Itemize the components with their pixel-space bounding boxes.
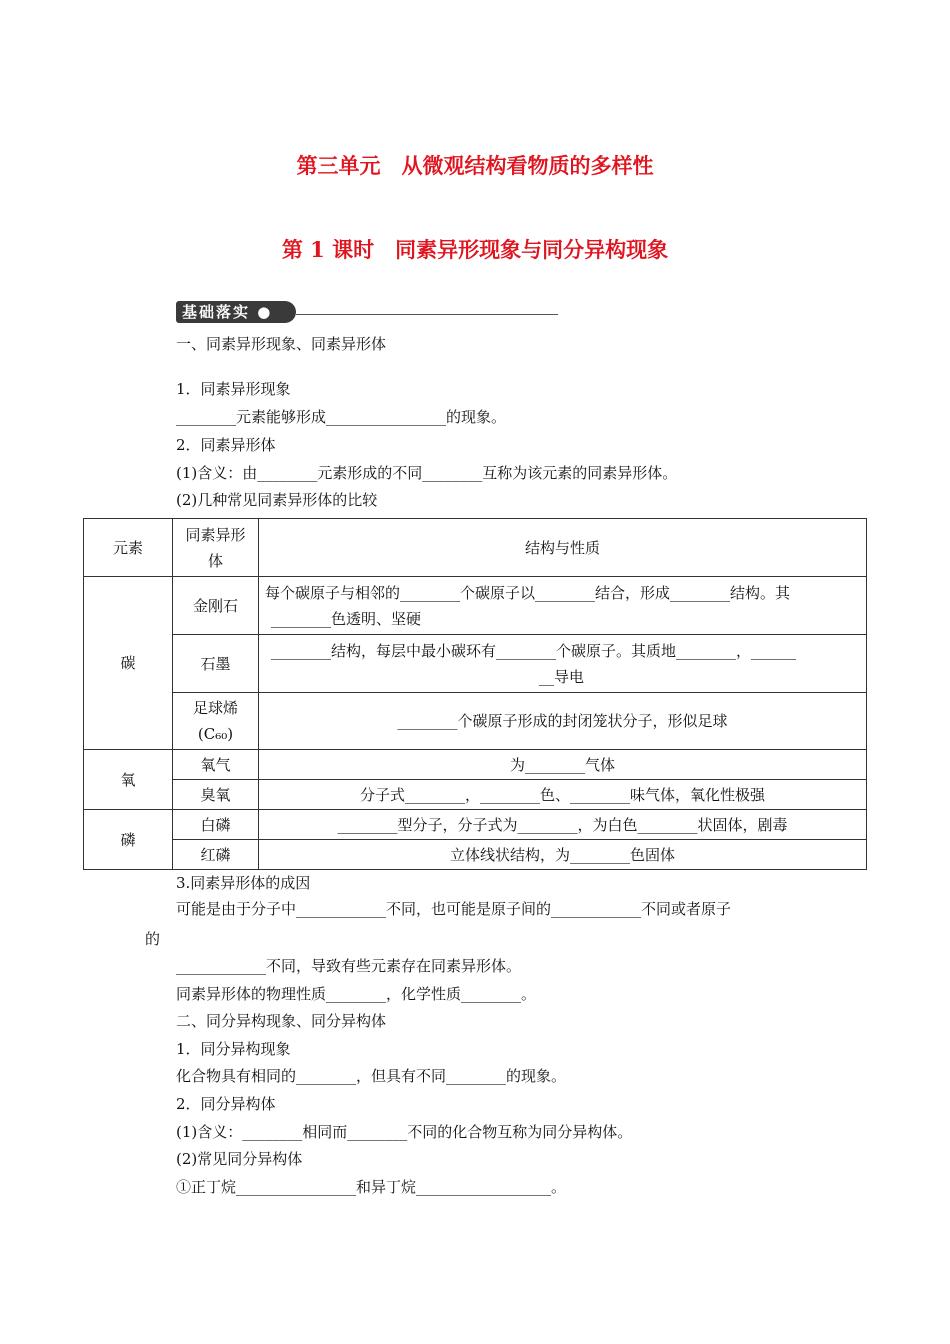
diamond-desc-line1: 每个碳原子与相邻的________个碳原子以________结合，形成________结构。其: [265, 583, 791, 602]
graphite-desc-line2: __导电: [539, 667, 585, 686]
header-allotrope: 同素异形体: [173, 519, 259, 577]
section1-sub3: 3.同素异形体的成因: [176, 874, 311, 892]
graphite-desc-line1: ________结构，每层中最小碳环有________个碳原子。其质地________，______: [271, 641, 797, 660]
allotrope-white-p: 白磷: [173, 810, 259, 840]
element-phosphorus: 磷: [84, 810, 173, 870]
red-p-desc: 立体线状结构，为________色固体: [259, 840, 867, 870]
allotrope-red-p: 红磷: [173, 840, 259, 870]
graphite-desc: [259, 635, 867, 693]
cause-line1-tail: 的: [145, 930, 161, 948]
o3-desc: 分子式________，________色、________味气体，氧化性极强: [259, 780, 867, 810]
section1-line2: (1)含义：由________元素形成的不同________互称为该元素的同素异形体。: [176, 464, 678, 482]
o2-desc: 为________气体: [259, 750, 867, 780]
element-oxygen: 氧: [84, 750, 173, 810]
lesson-title: 第 1 课时 同素异形现象与同分异构现象: [281, 237, 669, 262]
allotrope-table: [83, 518, 867, 870]
allotrope-o3: 臭氧: [173, 780, 259, 810]
section-badge: 基础落实 ●: [176, 301, 296, 323]
allotrope-c60: 足球烯(C₆₀): [173, 693, 259, 750]
badge-divider: [296, 314, 558, 315]
section2-line4: ①正丁烷________________和异丁烷__________________。: [176, 1178, 567, 1196]
allotrope-graphite: 石墨: [173, 635, 259, 693]
allotrope-o2: 氧气: [173, 750, 259, 780]
section2-line2: (1)含义：________相同而________不同的化合物互称为同分异构体。: [176, 1123, 633, 1141]
header-element: 元素: [84, 519, 173, 577]
cause-line1: 可能是由于分子中____________不同，也可能是原子间的____________不同或者原子: [176, 900, 732, 918]
section2-line3: (2)常见同分异构体: [176, 1150, 303, 1168]
unit-title: 第三单元 从微观结构看物质的多样性: [296, 153, 654, 178]
section2-sub1: 1．同分异构现象: [176, 1040, 291, 1058]
c60-desc: ________个碳原子形成的封闭笼状分子，形似足球: [259, 693, 867, 750]
diamond-desc-line2: ________色透明、坚硬: [271, 609, 422, 628]
header-structure: 结构与性质: [259, 519, 867, 577]
cause-line2: ____________不同，导致有些元素存在同素异形体。: [176, 957, 522, 975]
section1-line1: ________元素能够形成________________的现象。: [176, 408, 507, 426]
section1-sub1: 1．同素异形现象: [176, 380, 291, 398]
allotrope-diamond: 金刚石: [173, 577, 259, 635]
section2-heading: 二、同分异构现象、同分异构体: [176, 1012, 387, 1030]
property-line: 同素异形体的物理性质________，化学性质________。: [176, 985, 537, 1003]
section1-sub2: 2．同素异形体: [176, 436, 276, 454]
section1-heading: 一、同素异形现象、同素异形体: [176, 335, 387, 353]
section1-line3: (2)几种常见同素异形体的比较: [176, 491, 378, 509]
white-p-desc: ________型分子，分子式为________，为白色________状固体，剧毒: [259, 810, 867, 840]
section2-line1: 化合物具有相同的________，但具有不同________的现象。: [176, 1067, 567, 1085]
diamond-desc: [259, 577, 867, 635]
element-carbon: 碳: [84, 577, 173, 750]
section2-sub2: 2．同分异构体: [176, 1095, 276, 1113]
